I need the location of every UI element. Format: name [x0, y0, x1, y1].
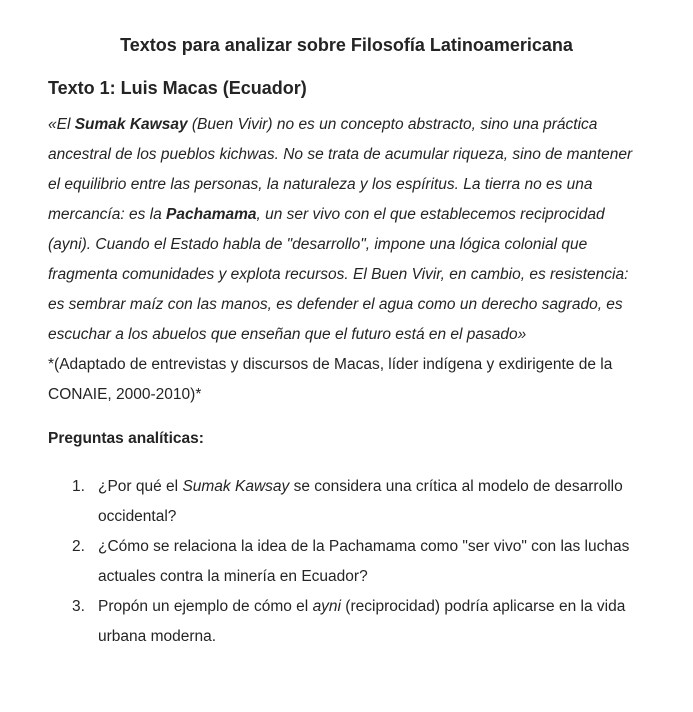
question-item-1 [48, 472, 645, 532]
quote-open: «El [48, 116, 75, 133]
term-pachamama: Pachamama [166, 206, 257, 223]
questions-list [48, 454, 645, 652]
quote-part-1: (Buen Vivir) no es un concepto abstracto, sino una práctica ancestral de los pueblos kichwas. No se trata de acumular riqueza, sino de mantener el equilibrio entre las personas, la naturaleza y los espíritus. La tierra no es una mercancía: es la [48, 116, 633, 223]
quote-paragraph [48, 100, 645, 350]
question-text-before: ¿Cómo se relaciona la idea de la Pachamama como "ser vivo" con las luchas actuales contra la minería en Ecuador? [98, 538, 630, 585]
question-emphasis: ayni [312, 598, 341, 615]
question-item-3 [48, 592, 645, 652]
question-number: 1. [72, 478, 85, 495]
section-heading: Texto 1: Luis Macas (Ecuador) [48, 78, 307, 98]
question-text-after: se considera una crítica al modelo de desarrollo occidental? [98, 478, 623, 525]
quote-part-2: , un ser vivo con el que establecemos reciprocidad (ayni). Cuando el Estado habla de "desarrollo", impone una lógica colonial que fragmenta comunidades y explota recursos. El Buen Vivir, en cambio, es resistencia: es sembrar maíz con las manos, es defender el agua como un derecho sagrado, es escuchar a los abuelos que enseñan que el futuro está en el pasado» [48, 206, 629, 343]
term-sumak-kawsay: Sumak Kawsay [74, 116, 188, 133]
question-item-2 [48, 532, 645, 592]
questions-heading: Preguntas analíticas: [48, 430, 204, 447]
question-text-after: (reciprocidad) podría aplicarse en la vida urbana moderna. [98, 598, 626, 645]
document-title: Textos para analizar sobre Filosofía Latinoamericana [120, 35, 573, 55]
question-number: 2. [72, 538, 85, 555]
question-text-before: ¿Por qué el [98, 478, 183, 495]
attribution-note: *(Adaptado de entrevistas y discursos de Macas, líder indígena y exdirigente de la CONAIE, 2000-2010)* [48, 356, 613, 403]
question-number: 3. [72, 598, 85, 615]
question-emphasis: Sumak Kawsay [182, 478, 290, 495]
question-text-before: Propón un ejemplo de cómo el [98, 598, 313, 615]
